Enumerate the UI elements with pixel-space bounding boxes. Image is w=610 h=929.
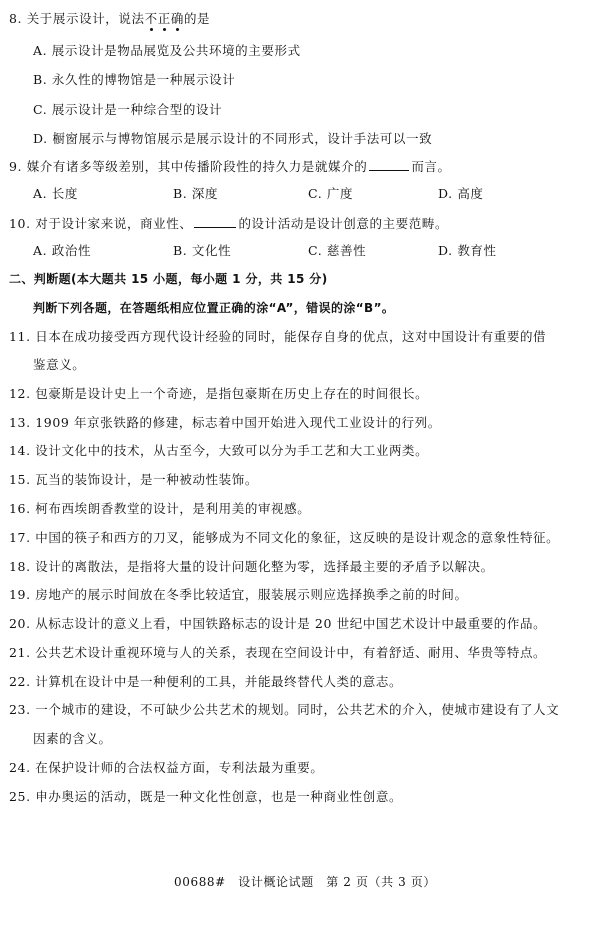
page-footer [0,873,610,890]
q10-stem-before: 10. 对于设计家来说，商业性、 [9,216,193,231]
q9-stem [9,158,451,175]
judgment-25: 25. 申办奥运的活动，既是一种文化性创意，也是一种商业性创意。 [9,789,403,804]
q9-answer-blank [369,158,409,171]
q10-stem-after: 的设计活动是设计创意的主要范畴。 [238,216,449,231]
judgment-19: 19. 房地产的展示时间放在冬季比较适宜，服装展示则应选择换季之前的时间。 [9,587,468,602]
q8-option-c: C. 展示设计是一种综合型的设计 [33,102,223,117]
judgment-24: 24. 在保护设计师的合法权益方面，专利法最为重要。 [9,760,324,775]
judgment-11-line-2: 鉴意义。 [33,357,86,372]
q9-stem-before: 9. 媒介有诸多等级差别，其中传播阶段性的持久力是就媒介的 [9,159,368,174]
footer-exam-code: 00688# [173,875,226,889]
judgment-12: 12. 包豪斯是设计史上一个奇迹，是指包豪斯在历史上存在的时间很长。 [9,386,429,401]
q10-option-c: C. 慈善性 [308,243,367,258]
footer-subject: 设计概论试题 [238,875,314,889]
q8-option-a: A. 展示设计是物品展览及公共环境的主要形式 [33,43,301,58]
judgment-23-line-2: 因素的含义。 [33,731,112,746]
judgment-15: 15. 瓦当的装饰设计，是一种被动性装饰。 [9,472,258,487]
q8-option-d: D. 橱窗展示与博物馆展示是展示设计的不同形式，设计手法可以一致 [33,131,433,146]
q8-emph-char-3: 确 [170,11,184,26]
judgment-14: 14. 设计文化中的技术，从古至今，大致可以分为手工艺和大工业两类。 [9,443,429,458]
q10-answer-blank [194,215,236,228]
footer-page-number: 第 2 页（共 3 页） [326,875,437,889]
q8-stem [9,11,210,27]
judgment-13: 13. 1909 年京张铁路的修建，标志着中国开始进入现代工业设计的行列。 [9,415,441,430]
q9-option-a: A. 长度 [33,186,78,201]
q10-stem [9,215,448,232]
q8-emph-char-1: 不 [144,11,158,26]
judgment-16: 16. 柯布西埃朗香教堂的设计，是利用美的审视感。 [9,501,311,516]
q8-option-b: B. 永久性的博物馆是一种展示设计 [33,72,236,87]
q9-option-b: B. 深度 [173,186,219,201]
q9-option-d: D. 高度 [438,186,484,201]
judgment-20: 20. 从标志设计的意义上看，中国铁路标志的设计是 20 世纪中国艺术设计中最重要的作品。 [9,616,547,631]
q10-option-d: D. 教育性 [438,243,497,258]
q9-option-c: C. 广度 [308,186,354,201]
section2-heading: 二、判断题(本大题共 15 小题，每小题 1 分，共 15 分) [9,272,328,286]
q8-emph-char-2: 正 [157,11,171,26]
q10-option-b: B. 文化性 [173,243,232,258]
section2-instruction: 判断下列各题，在答题纸相应位置正确的涂“A”，错误的涂“B”。 [33,301,395,315]
judgment-11-line-1: 11. 日本在成功接受西方现代设计经验的同时，能保存自身的优点，这对中国设计有重要的借 [9,329,547,344]
judgment-22: 22. 计算机在设计中是一种便利的工具，并能最终替代人类的意志。 [9,674,403,689]
q8-stem-prefix: 8. 关于展示设计，说法 [9,11,145,26]
judgment-17: 17. 中国的筷子和西方的刀叉，能够成为不同文化的象征，这反映的是设计观念的意象性特征。 [9,530,560,545]
judgment-23-line-1: 23. 一个城市的建设，不可缺少公共艺术的规划。同时，公共艺术的介入，使城市建设有了人文 [9,702,560,717]
judgment-21: 21. 公共艺术设计重视环境与人的关系，表现在空间设计中，有着舒适、耐用、华贵等特点。 [9,645,547,660]
q9-stem-after: 而言。 [411,159,451,174]
q10-option-a: A. 政治性 [33,243,92,258]
judgment-18: 18. 设计的离散法，是指将大量的设计问题化整为零，选择最主要的矛盾予以解决。 [9,559,494,574]
q8-stem-suffix: 的是 [183,11,211,26]
